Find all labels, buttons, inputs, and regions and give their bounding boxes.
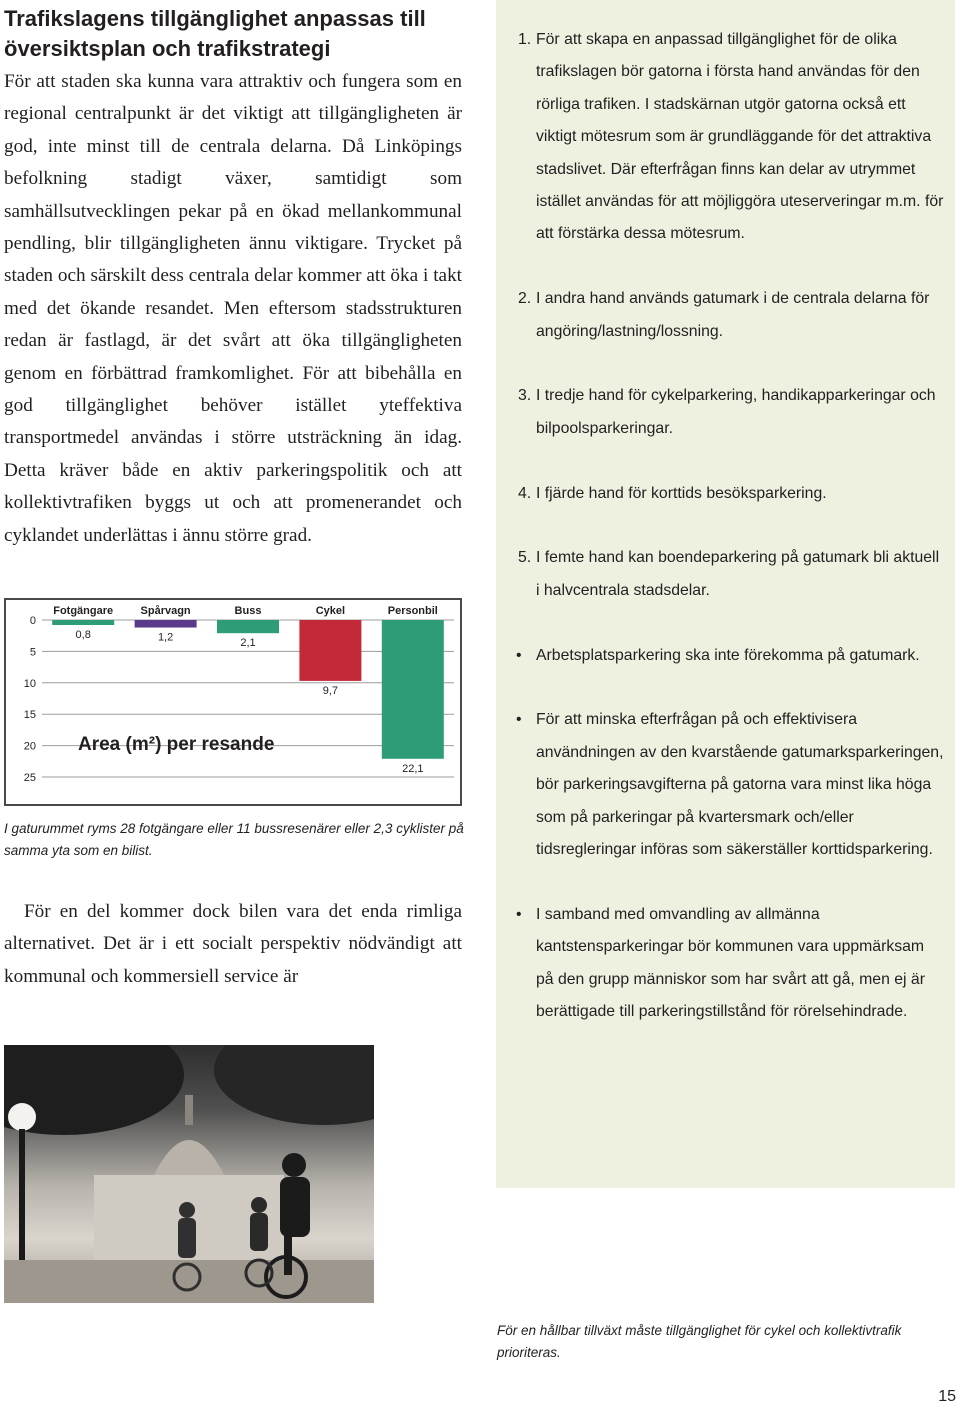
numbered-item [506,24,946,251]
chart-y-axis [24,615,36,784]
numbered-item [506,380,946,445]
y-tick-label: 25 [23,772,36,784]
category-label: Personbil [387,605,438,617]
y-tick-label: 5 [29,646,36,659]
item-text: I fjärde hand för korttids besöksparkering. [536,484,827,502]
body-paragraph-1: För att staden ska kunna vara attraktiv och fungera som en regional centralpunkt är det viktigt att tillgängligheten är god, inte minst till de centrala delarna. Då Linköpings befolkning stadigt växer, samtidigt som samhällsutvecklingen pekar på en ökad mellankommunal pendling, blir tillgängligheten ännu viktigare. Trycket på staden och särskilt dess centrala delar kommer att öka i takt med det ökande resandet. Men eftersom stadsstrukturen redan är fastlagd, är det svårt att öka tillgängligheten genom en förbättrad framkomlighet. För att bibehålla en god tillgänglighet behöver istället yteffektiva transportmedel användas i större utsträckning än idag. Detta kräver både en aktiv parkeringspolitik och att kollektivtrafiken byggs ut och att promenerandet och cyklandet underlättas i ännu större grad. [4,71,462,546]
bar [52,620,114,625]
bullet-item [506,899,946,1029]
y-tick-label: 20 [23,740,36,753]
item-text: För att skapa en anpassad tillgänglighet för de olika trafikslagen bör gatorna i första hand användas för den rörliga trafiken. I stadskärnan utgör gatorna också ett viktigt mötesrum som är grundläggande för det attraktiva stadslivet. Där efterfrågan finns kan delar av utrymmet istället användas för att möjliggöra uteserveringar m.m. för att förstärka dessa mötesrum. [536,31,944,243]
category-label: Spårvagn [140,605,191,617]
numbered-item [506,283,946,348]
item-text: I samband med omvandling av allmänna kantstensparkeringar bör kommunen vara uppmärksam på den grupp människor som har svårt att gå, men ej är berättigade till parkeringstillstånd för rörelsehindrade. [536,905,925,1021]
numbered-item [506,542,946,607]
value-label: 0,8 [75,629,91,642]
y-tick-label: 15 [23,709,36,722]
item-text: I tredje hand för cykelparkering, handikapparkeringar och bilpoolsparkeringar. [536,387,936,437]
bullet-marker: • [516,646,522,664]
body-paragraph-2-text: För en del kommer dock bilen vara det enda rimliga alternativet. Det är i ett socialt perspektiv nödvändigt att kommunal och kommersiell service är [4,901,462,987]
bar [382,620,444,759]
photo-caption: För en hållbar tillväxt måste tillgänglighet för cykel och kollektivtrafik prioriteras. [497,1323,902,1360]
y-tick-label: 10 [23,677,36,690]
bullet-marker: • [516,905,522,923]
building-dome [154,1140,224,1175]
numbered-item [506,478,946,510]
item-text: I andra hand används gatumark i de centrala delarna för angöring/lastning/lossning. [536,290,930,340]
bar [299,620,361,681]
recommendations-list [506,24,946,1061]
bullet-item [506,640,946,672]
cyclists-photo [4,1045,374,1303]
body-paragraph-2 [4,896,462,993]
item-number: 1. [518,31,532,48]
chart-caption: I gaturummet ryms 28 fotgängare eller 11 bussresenärer eller 2,3 cyklister på samma yta som en bilist. [4,821,464,858]
street-lamp [8,1103,36,1131]
recommendations-sidebar [496,0,955,1188]
bar [217,620,279,633]
value-label: 2,1 [240,637,256,650]
road [4,1260,374,1303]
chart-canvas [6,600,460,804]
value-label: 1,2 [157,631,174,644]
bar [135,620,197,628]
bullet-item [506,704,946,866]
category-label: Fotgängare [53,605,114,617]
item-text: Arbetsplatsparkering ska inte förekomma på gatumark. [536,646,920,664]
chart-title: Area (m²) per resande [78,734,275,755]
area-per-traveler-chart [4,598,462,806]
item-number: 5. [518,549,532,567]
value-label: 9,7 [322,684,339,697]
bullet-marker: • [516,711,522,729]
y-tick-label: 0 [29,615,36,627]
item-number: 4. [518,484,532,502]
category-label: Cykel [315,605,346,617]
tree-canopy-right [214,1045,374,1125]
page-number: 15 [938,1388,956,1405]
value-label: 22,1 [402,762,424,775]
building-spire [185,1095,193,1125]
category-label: Buss [234,605,262,617]
photo-illustration [4,1045,374,1303]
item-text: I femte hand kan boendeparkering på gatumark bli aktuell i halvcentrala stadsdelar. [536,549,940,599]
section-heading: Trafikslagens tillgänglighet anpassas till översiktsplan och trafikstrategi [4,6,426,61]
item-number: 2. [518,290,532,308]
item-text: För att minska efterfrågan på och effektivisera användningen av den kvarstående gatumarksparkeringen, bör parkeringsavgifterna på gatorna vara minst lika höga som på parkeringar på kvartersmark och/eller tidsregleringar införas som säkerställer korttidsparkering. [536,711,944,859]
item-number: 3. [518,387,532,405]
